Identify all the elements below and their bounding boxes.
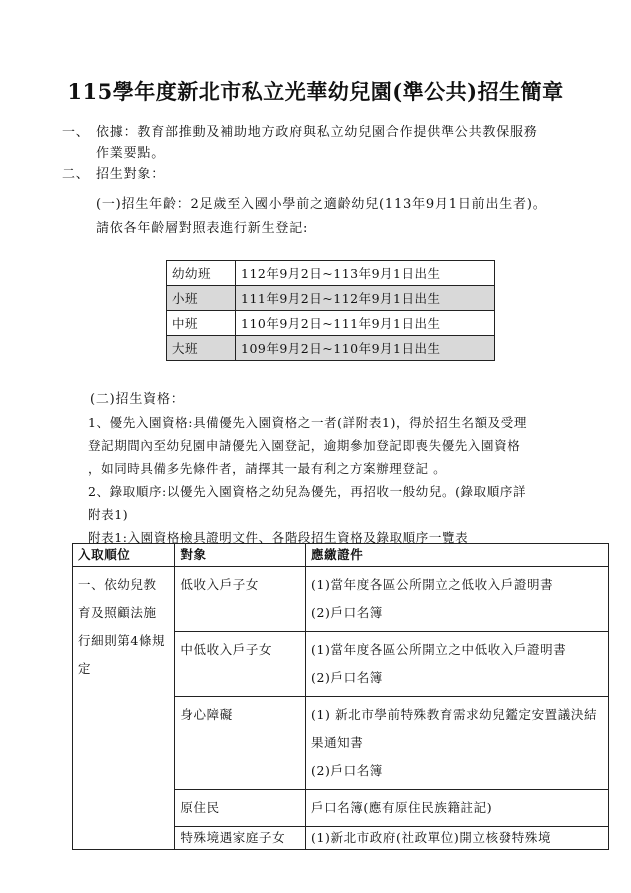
documents-cell	[305, 697, 608, 790]
section-1-number: 一、	[62, 125, 90, 140]
target-cell: 身心障礙	[175, 697, 306, 790]
age-line-1: (一)招生年齡：2足歲至入國小學前之適齡幼兒(113年9月1日前出生者)。	[96, 197, 547, 212]
target-cell: 特殊境遇家庭子女	[175, 827, 306, 850]
qualification-1-line-2: 登記期間內至幼兒園申請優先入園登記，逾期參加登記即喪失優先入園資格	[88, 438, 521, 453]
age-range: 112年9月2日~113年9月1日出生	[236, 261, 495, 286]
age-range: 111年9月2日~112年9月1日出生	[236, 286, 495, 311]
header-target: 對象	[175, 544, 306, 567]
document-line: (1)當年度各區公所開立之低收入戶證明書	[310, 577, 554, 592]
age-line-2: 請依各年齡層對照表進行新生登記:	[96, 221, 309, 236]
age-class: 大班	[167, 336, 236, 361]
document-line: (1)當年度各區公所開立之中低收入戶證明書	[310, 642, 567, 657]
table-row	[73, 567, 609, 632]
section-2-number: 二、	[62, 167, 90, 182]
age-table	[166, 260, 495, 361]
header-documents: 應繳證件	[305, 544, 608, 567]
document-line: (2)戶口名簿	[310, 670, 383, 685]
age-range: 110年9月2日~111年9月1日出生	[236, 311, 495, 336]
age-row	[167, 311, 495, 336]
qualification-2-line-1: 2、錄取順序:以優先入園資格之幼兒為優先，再招收一般幼兒。(錄取順序詳	[88, 484, 527, 499]
age-class: 幼幼班	[167, 261, 236, 286]
target-cell: 低收入戶子女	[175, 567, 306, 632]
documents-cell	[305, 790, 608, 827]
age-row	[167, 261, 495, 286]
document-line: (2)戶口名簿	[310, 605, 383, 620]
age-class: 中班	[167, 311, 236, 336]
admission-table	[72, 543, 609, 850]
header-priority: 入取順位	[73, 544, 175, 567]
documents-cell	[305, 567, 608, 632]
age-row	[167, 336, 495, 361]
age-class: 小班	[167, 286, 236, 311]
qualification-heading: (二)招生資格：	[90, 392, 185, 407]
appendix-caption: 附表1:入園資格檢具證明文件、各階段招生資格及錄取順序一覽表	[88, 530, 469, 545]
document-line: (1)新北市政府(社政單位)開立核發特殊境	[310, 830, 552, 845]
document-line: (1) 新北市學前特殊教育需求幼兒鑑定安置議決結果通知書	[310, 707, 598, 750]
document-line: 戶口名簿(應有原住民族籍註記)	[310, 800, 493, 815]
priority-cell: 一、依幼兒教育及照顧法施行細則第4條規定	[73, 567, 175, 850]
target-cell: 原住民	[175, 790, 306, 827]
age-range: 109年9月2日~110年9月1日出生	[236, 336, 495, 361]
section-1-line-2: 作業要點。	[96, 146, 166, 161]
section-1-line-1: 依據：教育部推動及補助地方政府與私立幼兒園合作提供準公共教保服務	[96, 125, 538, 140]
documents-cell	[305, 632, 608, 697]
page-title: 115學年度新北市私立光華幼兒園(準公共)招生簡章	[67, 79, 564, 104]
document-line: (2)戶口名簿	[310, 763, 383, 778]
qualification-1-line-1: 1、優先入園資格:具備優先入園資格之一者(詳附表1)，得於招生名額及受理	[88, 415, 527, 430]
target-cell: 中低收入戶子女	[175, 632, 306, 697]
qualification-2-line-2: 附表1)	[88, 507, 129, 522]
qualification-1-line-3: ，如同時具備多先條件者，請擇其一最有利之方案辦理登記 。	[88, 461, 447, 476]
age-row	[167, 286, 495, 311]
table-header-row	[73, 544, 609, 567]
section-2-label: 招生對象：	[96, 167, 166, 182]
documents-cell	[305, 827, 608, 850]
